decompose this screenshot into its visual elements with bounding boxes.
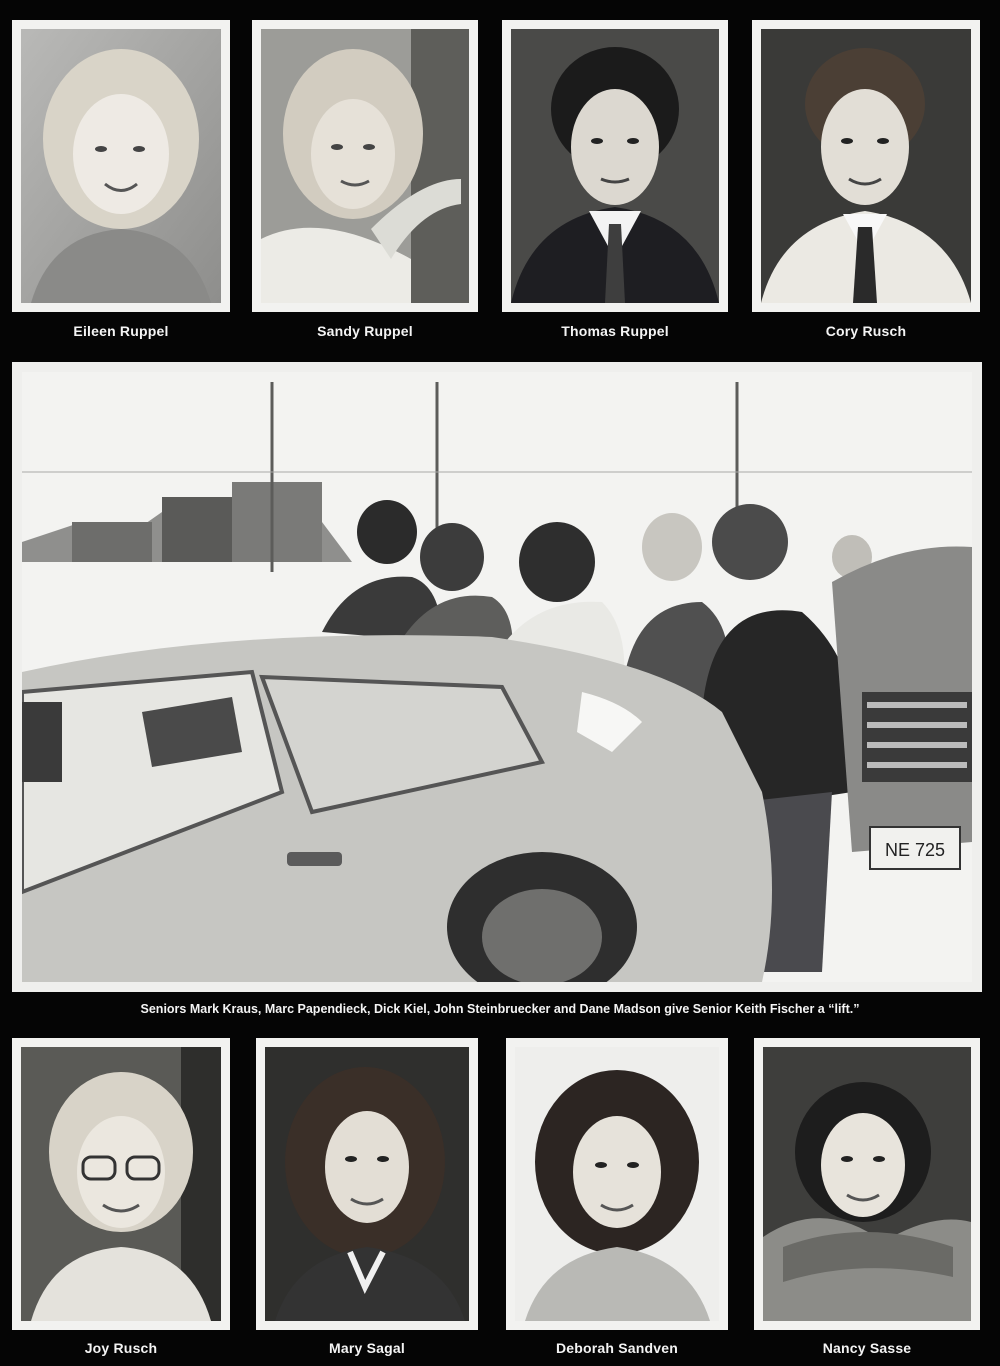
portrait-deborah-sandven [506,1038,728,1330]
portrait-name: Joy Rusch [84,1340,158,1356]
portrait-joy-rusch [12,1038,230,1330]
portrait-photo [763,1047,971,1321]
group-photo-frame [12,362,982,992]
portrait-mary-sagal [256,1038,478,1330]
portrait-thomas-ruppel [502,20,728,312]
portrait-eileen-ruppel [12,20,230,312]
portrait-nancy-sasse [754,1038,980,1330]
portrait-photo [261,29,469,303]
portrait-photo [511,29,719,303]
portrait-name: Cory Rusch [825,323,907,339]
license-plate-text: NE 725 [884,840,946,860]
portrait-cory-rusch [752,20,980,312]
portrait-name: Sandy Ruppel [317,323,413,339]
group-photo-caption: Seniors Mark Kraus, Marc Papendieck, Dick Kiel, John Steinbruecker and Dane Madson give Senior Keith Fischer a “lift.” [140,1002,860,1016]
portrait-photo [21,1047,221,1321]
portrait-photo [515,1047,719,1321]
portrait-sandy-ruppel [252,20,478,312]
portrait-name: Nancy Sasse [822,1340,912,1356]
portrait-name: Deborah Sandven [555,1340,679,1356]
group-photo [22,372,972,982]
portrait-photo [761,29,971,303]
portrait-name: Mary Sagal [329,1340,405,1356]
portrait-photo [21,29,221,303]
portrait-name: Thomas Ruppel [561,323,669,339]
portrait-photo [265,1047,469,1321]
portrait-name: Eileen Ruppel [73,323,169,339]
